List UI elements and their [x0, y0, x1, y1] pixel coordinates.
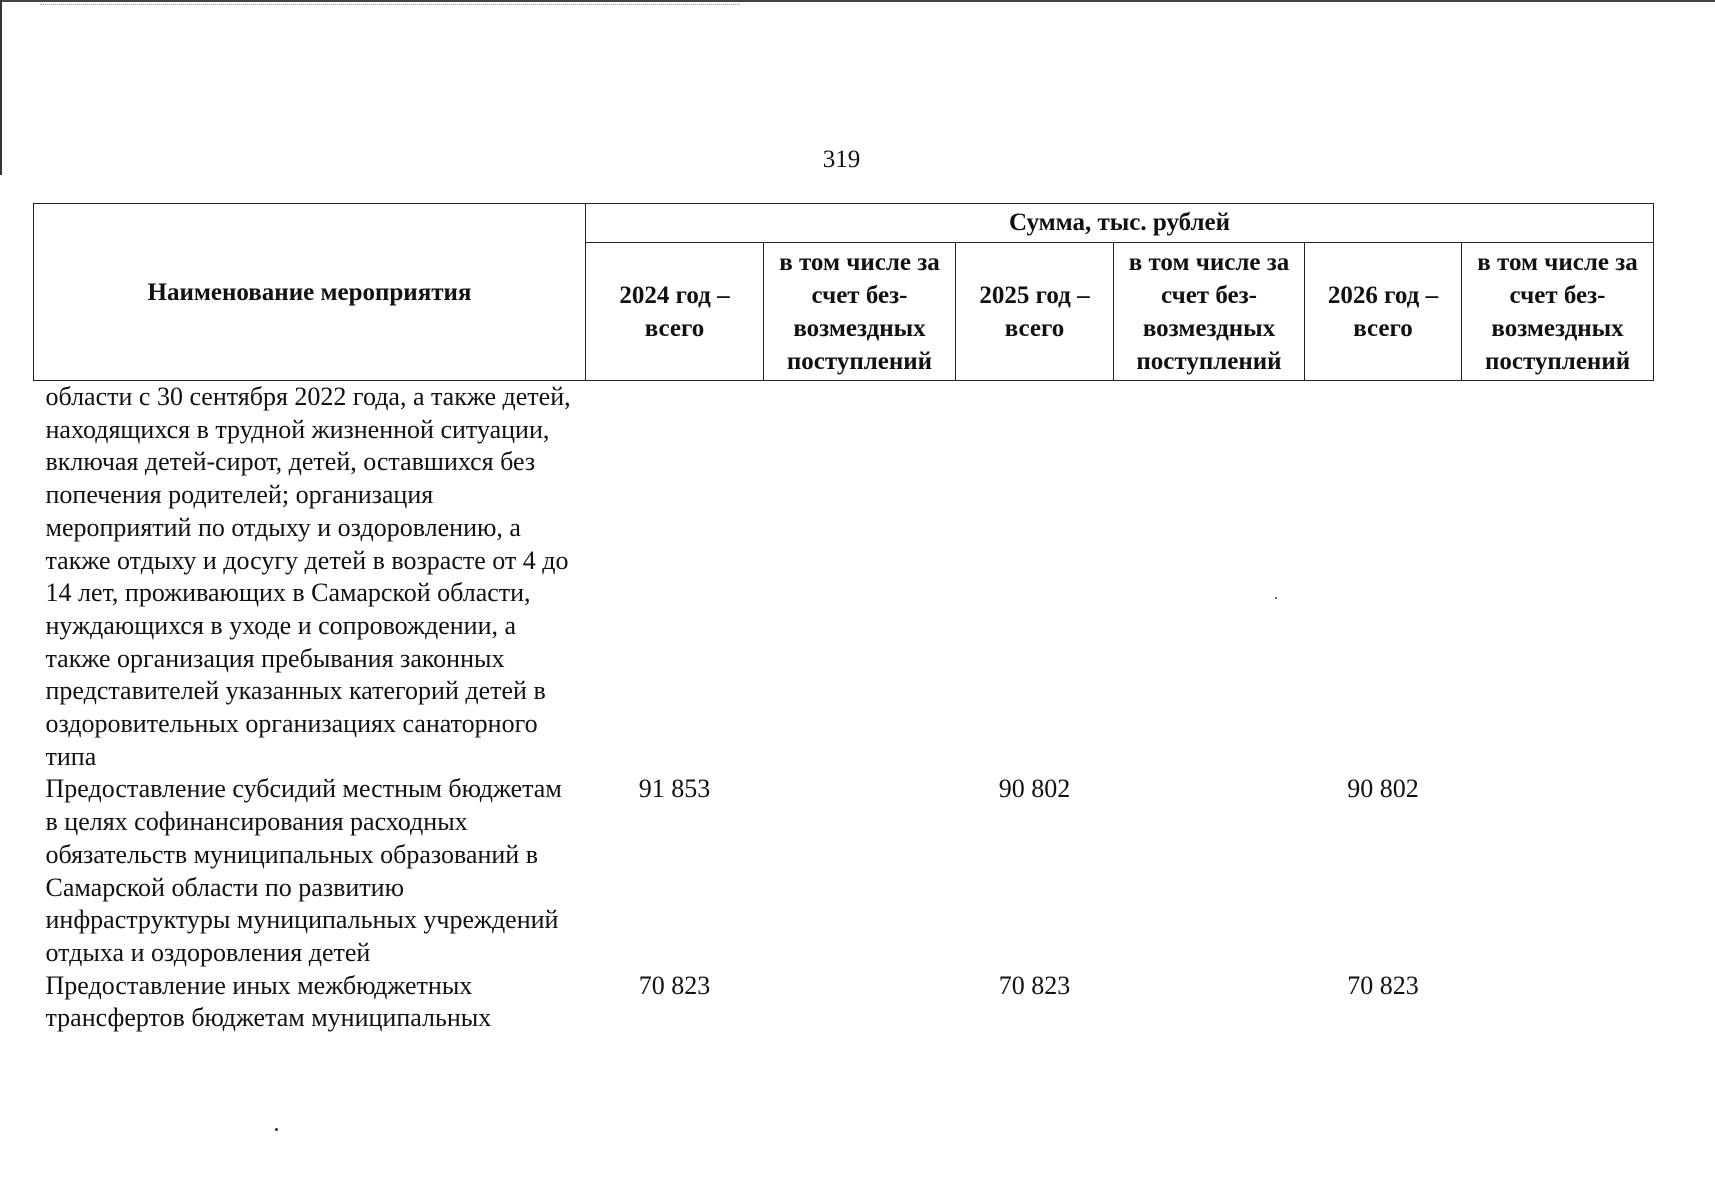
row-name: области с 30 сентября 2022 года, а также детей, находящихся в трудной жизненной ситуации, включая детей-сирот, детей, оставшихся без попечения родителей; организация мероприятий по отдыху и оздоровлению, а также отдыху и досугу детей в возрасте от 4 до 14 лет, проживающих в Самарской области, нуждающихся в уходе и сопровождении, а также организация пребывания законных представителей указанных категорий детей в оздоровительных организациях санаторного типа — [45, 382, 571, 771]
cell-2024-gratuitous — [764, 970, 956, 1035]
cell-2024-total: 91 853 — [638, 774, 711, 804]
cell-2025-total: 70 823 — [998, 970, 1071, 1000]
table-header — [34, 204, 1654, 381]
cell-2024-gratuitous — [764, 381, 956, 774]
row-name: Предоставление иных межбюджетных трансфертов бюджетам муниципальных — [45, 970, 492, 1033]
header-2025-total: 2025 год – всего — [956, 243, 1114, 381]
cell-2026-gratuitous — [1462, 381, 1654, 774]
scan-speck — [275, 1128, 278, 1131]
cell-2024-gratuitous — [764, 773, 956, 969]
table-row — [34, 381, 1654, 774]
scan-noise-top — [40, 4, 740, 6]
scan-edge-top — [0, 0, 1715, 2]
header-2026-total: 2026 год – всего — [1305, 243, 1462, 381]
table-body — [34, 381, 1654, 1036]
scan-speck — [1275, 597, 1277, 599]
cell-2026-total: 70 823 — [1347, 970, 1419, 1000]
cell-2025-total: 90 802 — [998, 774, 1071, 804]
cell-2025-total — [956, 381, 1114, 774]
cell-2026-gratuitous — [1462, 970, 1654, 1035]
budget-table — [33, 203, 1654, 1035]
page-number: 319 — [822, 146, 861, 173]
cell-2024-total: 70 823 — [638, 970, 711, 1000]
table-row — [34, 773, 1654, 969]
row-name: Предоставление субсидий местным бюджетам в целях софинансирования расходных обязательств муниципальных образований в Самарской области по развитию инфраструктуры муниципальных учреждений отдыха и оздоровления детей — [45, 774, 562, 967]
cell-2026-total: 90 802 — [1347, 774, 1419, 804]
cell-2025-gratuitous — [1114, 970, 1305, 1035]
header-row-top — [34, 204, 1654, 243]
cell-2026-gratuitous — [1462, 773, 1654, 969]
cell-2025-gratuitous — [1114, 381, 1305, 774]
header-2024-total: 2024 год – всего — [586, 243, 764, 381]
header-name-column: Наименование мероприятия — [34, 204, 586, 381]
cell-2026-total — [1305, 381, 1462, 774]
header-2025-gratuitous: в том числе за счет без-возмездных поступлений — [1114, 243, 1305, 381]
header-sum-group: Сумма, тыс. рублей — [586, 204, 1654, 243]
table-row — [34, 970, 1654, 1035]
header-2026-gratuitous: в том числе за счет без-возмездных поступлений — [1462, 243, 1654, 381]
cell-2025-gratuitous — [1114, 773, 1305, 969]
header-2024-gratuitous: в том числе за счет без-возмездных поступлений — [764, 243, 956, 381]
cell-2024-total — [586, 381, 764, 774]
